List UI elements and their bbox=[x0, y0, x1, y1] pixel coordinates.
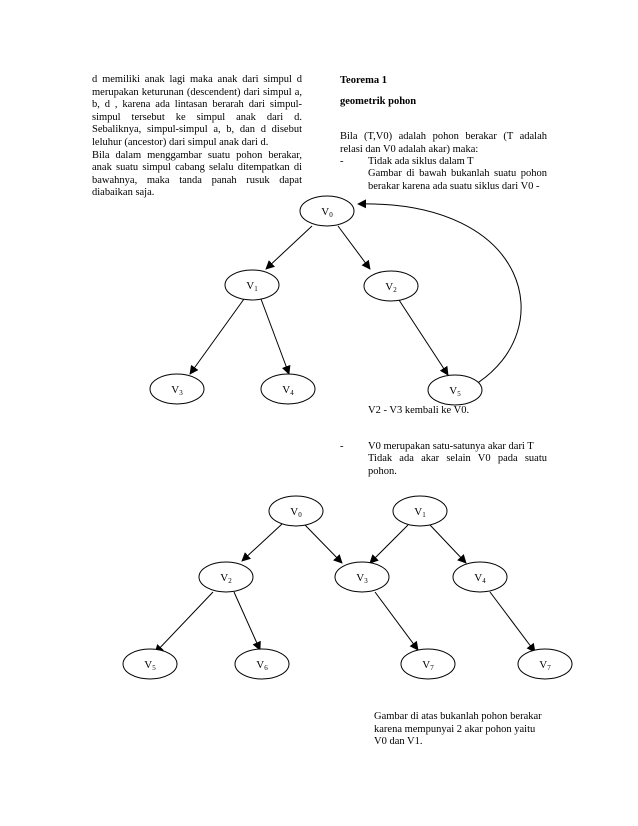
edge2-v3-v7 bbox=[375, 592, 418, 650]
bottom-caption-line-2: karena mempunyai 2 akar pohon yaitu bbox=[374, 723, 536, 735]
item2-desc-line-2: pohon. bbox=[368, 465, 397, 477]
d2-label-v3: V3 bbox=[356, 572, 368, 585]
edge2-v2-v6 bbox=[234, 592, 260, 650]
left-line-2: merupakan keturunan (descendent) dari simpul a, bbox=[92, 86, 302, 98]
theorem-heading: Teorema 1 bbox=[340, 75, 387, 86]
edge2-v2-v5 bbox=[155, 592, 213, 653]
item2-title: V0 merupakan satu-satunya akar dari T bbox=[368, 441, 534, 452]
edge-v1-v4 bbox=[261, 299, 289, 374]
d2-label-v4: V4 bbox=[474, 572, 486, 585]
d1-label-v4: V4 bbox=[282, 384, 294, 397]
item1-dash: - bbox=[340, 156, 344, 167]
item2-dash: - bbox=[340, 441, 344, 452]
d1-label-v1: V1 bbox=[246, 280, 258, 293]
d1-label-v2: V2 bbox=[385, 281, 397, 294]
cycle-diagram bbox=[150, 196, 521, 405]
d2-label-v6: V6 bbox=[256, 659, 268, 672]
d2-label-v5: V5 bbox=[144, 659, 156, 672]
item2-desc-line-1: Tidak ada akar selain V0 pada suatu bbox=[368, 453, 547, 464]
theorem-subheading: geometrik pohon bbox=[340, 96, 417, 107]
edge-v0-v2 bbox=[338, 226, 370, 269]
left-line-6: leluhur (ancestor) dari simpul anak dari d. bbox=[92, 136, 269, 148]
left-line-7: Bila dalam menggambar suatu pohon berakar, bbox=[92, 149, 302, 161]
edge2-v1-v3 bbox=[370, 525, 408, 563]
d1-label-v0: V0 bbox=[321, 206, 333, 219]
left-line-4: simpul tersebut ke simpul anak dari d. bbox=[92, 111, 302, 123]
d2-label-v1: V1 bbox=[414, 506, 426, 519]
d1-label-v5: V5 bbox=[449, 385, 461, 398]
edge2-v1-v4 bbox=[430, 525, 466, 563]
left-line-5: Sebaliknya, simpul-simpul a, b, dan d disebut bbox=[92, 124, 302, 136]
left-line-1: d memiliki anak lagi maka anak dari simpul d bbox=[92, 74, 302, 85]
left-line-9: bawahnya, maka tanda panah rusuk dapat bbox=[92, 174, 302, 186]
intro-line-1: Bila (T,V0) adalah pohon berakar (T adalah bbox=[340, 131, 547, 142]
edge2-v0-v2 bbox=[242, 524, 282, 561]
bottom-caption-line-3: V0 dan V1. bbox=[374, 736, 423, 748]
intro-line-2: relasi dan V0 adalah akar) maka: bbox=[340, 143, 479, 155]
cycle-caption: V2 - V3 kembali ke V0. bbox=[368, 405, 470, 416]
left-line-8: anak suatu simpul cabang selalu ditempatkan di bbox=[92, 162, 302, 174]
edge-v2-v5 bbox=[399, 300, 448, 375]
d2-label-v2: V2 bbox=[220, 572, 232, 585]
two-roots-diagram bbox=[123, 496, 572, 679]
item1-desc-line-2: berakar karena ada suatu siklus dari V0 - bbox=[368, 180, 540, 192]
left-line-3: b, d , karena ada lintasan berarah dari simpul- bbox=[92, 99, 302, 111]
d2-label-v0: V0 bbox=[290, 506, 302, 519]
edge-v0-v1 bbox=[266, 226, 312, 269]
item1-desc-line-1: Gambar di bawah bukanlah suatu pohon bbox=[368, 168, 547, 179]
edge2-v0-v3 bbox=[305, 525, 342, 563]
edge2-v4-v7 bbox=[490, 592, 535, 652]
item1-title: Tidak ada siklus dalam T bbox=[368, 156, 474, 167]
d1-label-v3: V3 bbox=[171, 384, 183, 397]
bottom-caption-line-1: Gambar di atas bukanlah pohon berakar bbox=[374, 711, 542, 722]
d2-label-v7a: V7 bbox=[422, 659, 434, 672]
d2-label-v7b: V7 bbox=[539, 659, 551, 672]
edge-v1-v3 bbox=[190, 299, 244, 374]
left-line-10: diabaikan saja. bbox=[92, 187, 155, 199]
